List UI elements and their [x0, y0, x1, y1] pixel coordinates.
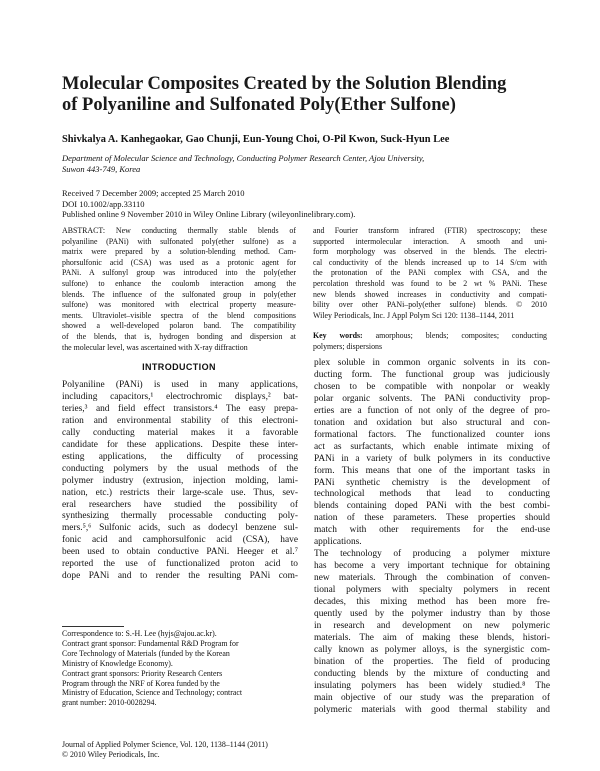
abstract-line: sulfone) was monitored with electrical property measure- [62, 300, 296, 310]
body-line: chosen to be compatible with nonpolar or weakly [314, 381, 550, 392]
body-line: PANi in a variety of bulk polymers in its conductive [314, 453, 550, 464]
footnote-line: Contract grant sponsors: Priority Research Centers [62, 668, 223, 678]
affiliation-line: Suwon 443-749, Korea [62, 164, 141, 174]
article-title [62, 74, 552, 116]
doi: DOI 10.1002/app.33110 [62, 198, 145, 209]
abstract-line: PANi. A sulfonyl group was introduced into the poly(ether [62, 268, 296, 278]
abstract-line: bility over other PANi–poly(ether sulfone) blends. © 2010 [313, 300, 547, 310]
abstract-line: supported intermolecular interaction. A smooth and uni- [313, 236, 547, 246]
body-line: synthesizing thermally processable conducting poly- [62, 511, 298, 522]
abstract-line: polyaniline (PANi) with sulfonated poly(ether sulfone) as a [62, 236, 296, 246]
footnote-line: Ministry of Education, Science and Technology; contract [62, 688, 243, 698]
body-line: bination of the properties. The field of producing [314, 656, 550, 667]
journal-citation [62, 740, 298, 760]
title-line: Molecular Composites Created by the Solution Blending [62, 74, 507, 94]
abstract-line: phorsulfonic acid (CSA) was used as a protonic agent for [62, 257, 296, 267]
body-line: cally conducting material makes it a favorable [62, 427, 298, 438]
body-line: in research and development on new polymeric [314, 620, 550, 631]
footnote-line: Correspondence to: S.-H. Lee (hyjs@ajou.ac.kr). [62, 629, 217, 638]
body-line: cally known as polymer alloys, is the synergistic com- [314, 644, 550, 655]
body-line: eral researchers have studied the possibility of [62, 499, 298, 510]
abstract-line: matrix were prepared by a solution-blending method. Cam- [62, 247, 296, 257]
body-line: tional polymers with specialty polymers in recent [314, 585, 550, 596]
keywords [313, 331, 547, 352]
body-line: PANi synthetic chemistry is the development of [314, 477, 550, 488]
abstract-right-column [313, 226, 547, 353]
body-line: Polyaniline (PANi) is used in many applications, [62, 380, 298, 390]
body-line: decades, this mixing method has been more fre- [314, 597, 550, 608]
body-line: technological methods that lead to conducting [314, 489, 550, 500]
body-line: conducting polymers by the usual methods of the [62, 463, 298, 474]
abstract-line: the molecular level, was ascertained with X-ray diffraction [62, 342, 248, 352]
body-line: materials. The aim of making these blends, histori- [314, 632, 550, 643]
abstract-line: blends. The influence of the sulfonated group in poly(ether [62, 289, 296, 299]
journal-line: Journal of Applied Polymer Science, Vol. 120, 1138–1144 (2011) [62, 740, 268, 749]
body-line: applications. [314, 537, 362, 548]
body-line: quently used by the polymer industry than by those [314, 609, 550, 620]
keywords-line: polymers; dispersions [313, 341, 383, 351]
body-line: polymer industry (extrusion, injection molding, lami- [62, 475, 298, 486]
keywords-label: Key words: [313, 331, 363, 341]
body-line: fonic acid and camphorsulfonic acid (CSA), have [62, 535, 298, 546]
body-line: new materials. Through the combination of conven- [314, 573, 550, 584]
body-line: polymeric materials with good thermal stability and [314, 704, 550, 715]
abstract-line: sulfone) to enhance the coulomb interaction among the [62, 278, 296, 288]
abstract-line: cal conductivity of the blends increased up to 14 S/cm with [313, 257, 547, 267]
abstract-line: and Fourier transform infrared (FTIR) spectroscopy; these [313, 226, 547, 235]
author-list: Shivkalya A. Kanhegaokar, Gao Chunji, Eun-Young Choi, O-Pil Kwon, Suck-Hyun Lee [62, 134, 450, 145]
body-line: mers.⁵,⁶ Sulfonic acids, such as dodecyl benzene sul- [62, 523, 298, 534]
affiliation [62, 153, 542, 175]
body-line: reported the use of functionalized proton acid to [62, 559, 298, 570]
abstract-line: ments. Ultraviolet–visible spectra of the blend compositions [62, 310, 296, 320]
body-line: teries,³ and field effect transistors.⁴ The easy prepa- [62, 403, 298, 414]
publication-dates [62, 188, 542, 220]
copyright-line: © 2010 Wiley Periodicals, Inc. [62, 750, 160, 759]
affiliation-line: Department of Molecular Science and Technology, Conducting Polymer Research Center, Ajou University, [62, 153, 425, 163]
abstract-line: percolation threshold was found to be 2 wt % PANi. These [313, 278, 547, 288]
body-line: form. This means that one of the important tasks in [314, 465, 550, 476]
body-line: insulating polymers has been widely studied.⁸ The [314, 680, 550, 691]
footnote-divider [62, 626, 124, 627]
abstract-line: of the blends, that is, hydrogen bonding and dispersion at [62, 331, 296, 341]
abstract-line: the protonation of the PANi complex with CSA, and the [313, 268, 547, 278]
body-line: plex soluble in common organic solvents in its con- [314, 358, 550, 368]
body-line: blends containing doped PANi with the best combi- [314, 501, 550, 512]
abstract-line: Wiley Periodicals, Inc. J Appl Polym Sci 120: 1138–1144, 2011 [313, 310, 515, 320]
section-heading: INTRODUCTION [142, 362, 216, 372]
footnote-line: grant number: 2010-0028294. [62, 698, 157, 708]
title-line: of Polyaniline and Sulfonated Poly(Ether Sulfone) [62, 95, 456, 115]
body-line: match with other requirements for the end-use [314, 525, 550, 536]
body-line: erties are a function of not only of the degree of pro- [314, 405, 550, 416]
footnote-line: Contract grant sponsor: Fundamental R&D Program for [62, 638, 239, 648]
body-line: dope PANi and to render the resulting PANi com- [62, 571, 298, 582]
published-online: Published online 9 November 2010 in Wiley Online Library (wileyonlinelibrary.com). [62, 209, 356, 219]
keywords-line [313, 331, 547, 342]
body-line: tonation and oxidation but also structural and con- [314, 417, 550, 428]
body-line: ration and environmental stability of this electroni- [62, 415, 298, 426]
body-line: The technology of producing a polymer mixture [314, 549, 550, 560]
body-line: conducting blends by the mixture of conducting and [314, 668, 550, 679]
body-line: esting applications, the difficulty of processing [62, 451, 298, 462]
body-line: candidate for these applications. Despite these inter- [62, 439, 298, 450]
abstract-left-column [62, 226, 296, 353]
abstract-line: new blends showed increases in conductivity and compati- [313, 289, 547, 299]
body-line: ducting form. The functional group was judiciously [314, 369, 550, 380]
body-line: formational factors. The functionalized counter ions [314, 429, 550, 440]
intro-left-column [62, 380, 298, 583]
footnote-line: Program through the NRF of Korea funded by the [62, 678, 220, 688]
abstract-line: form morphology was observed in the blends. The electri- [313, 247, 547, 257]
body-line: polar organic solvents. The PANi conductivity prop- [314, 393, 550, 404]
body-line: act as surfactants, which enable intimate mixing of [314, 441, 550, 452]
body-line: main objective of our study was the preparation of [314, 692, 550, 703]
footnotes [62, 629, 298, 708]
body-line: nation, etc.) restricts their large-scale use. Thus, sev- [62, 487, 298, 498]
intro-right-column [314, 358, 550, 717]
received-date: Received 7 December 2009; accepted 25 March 2010 [62, 188, 245, 198]
body-line: has become a very important technique for obtaining [314, 561, 550, 572]
footnote-line: Ministry of Knowledge Economy). [62, 658, 173, 668]
body-line: been used to obtain conductive PANi. Heeger et al.⁷ [62, 547, 298, 558]
body-line: nation of these parameters. These properties should [314, 513, 550, 524]
keywords-text: amorphous; blends; composites; conducting [375, 331, 547, 341]
abstract-line: showed a well-developed polaron band. The compatibility [62, 321, 296, 331]
footnote-line: Core Technology of Materials (funded by the Korean [62, 648, 230, 658]
body-line: including capacitors,¹ electrochromic displays,² bat- [62, 391, 298, 402]
abstract-line: ABSTRACT: New conducting thermally stable blends of [62, 226, 296, 235]
